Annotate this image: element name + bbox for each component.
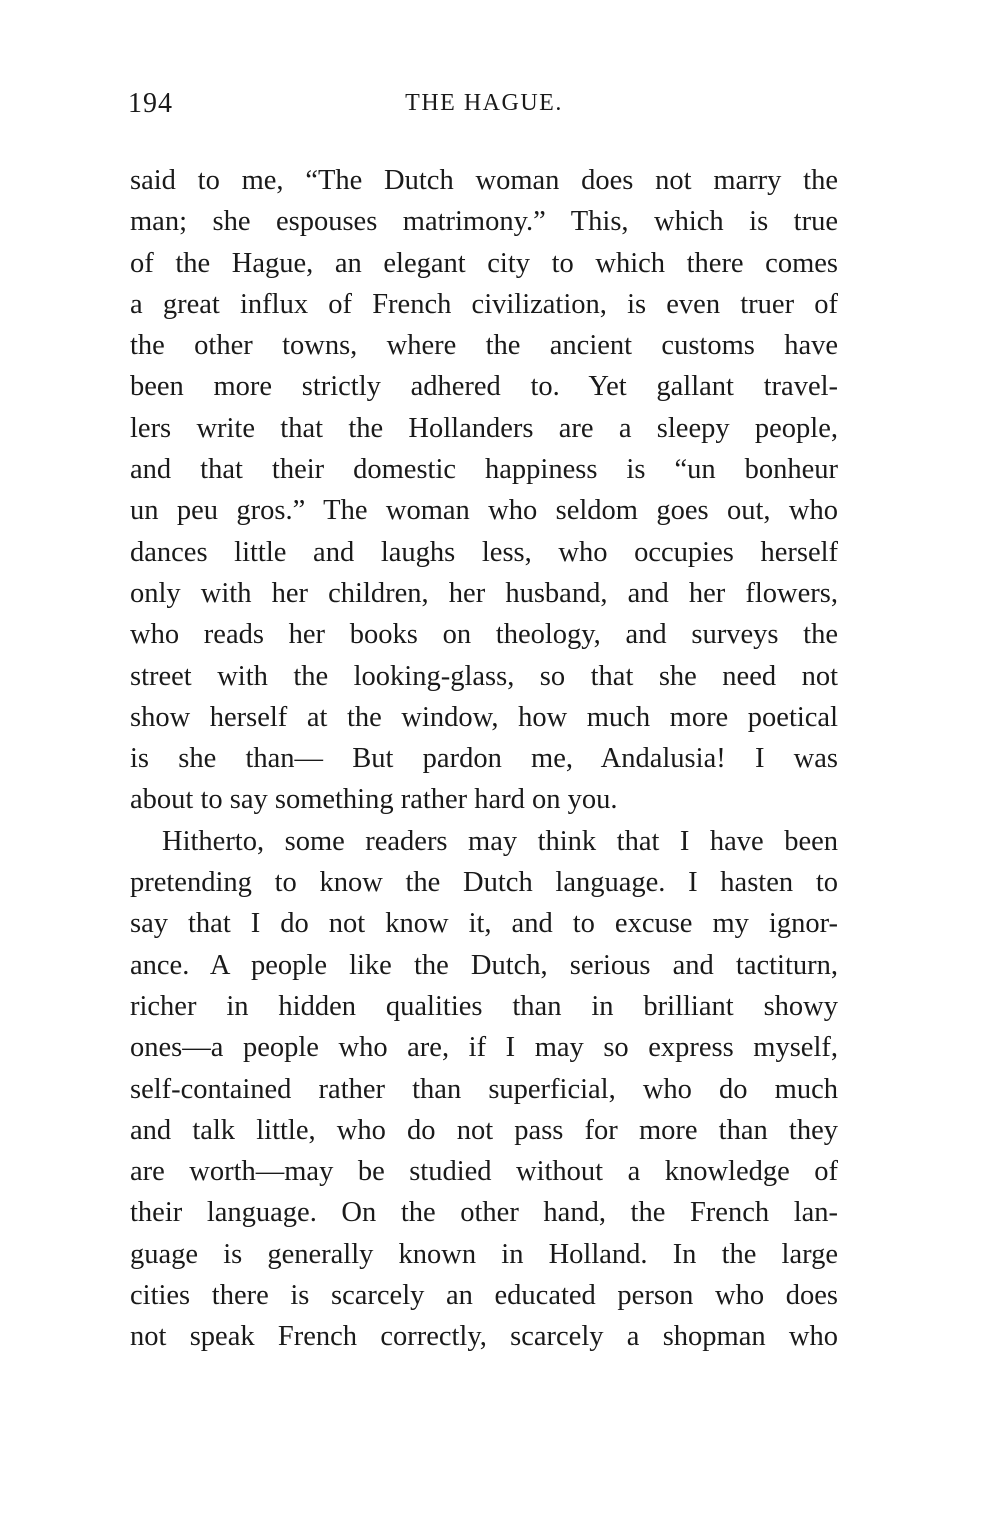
text-line: ones—a people who are, if I may so express myself, (130, 1032, 838, 1064)
text-line: dances little and laughs less, who occupies herself (130, 536, 838, 568)
page-number: 194 (128, 88, 173, 119)
text-line: and talk little, who do not pass for more than they (130, 1114, 838, 1146)
page-header (128, 88, 840, 128)
text-line: who reads her books on theology, and surveys the (130, 619, 838, 651)
text-line: lers write that the Hollanders are a sleepy people, (130, 412, 838, 444)
text-line: man; she espouses matrimony.” This, which is true (130, 206, 838, 238)
text-line: is she than— But pardon me, Andalusia! I was (130, 743, 838, 775)
text-line: not speak French correctly, scarcely a shopman who (130, 1321, 838, 1353)
text-line: cities there is scarcely an educated person who does (130, 1280, 838, 1312)
text-line: a great influx of French civilization, is even truer of (130, 288, 838, 320)
text-line: richer in hidden qualities than in brilliant showy (130, 990, 838, 1022)
text-line: Hitherto, some readers may think that I have been (162, 825, 838, 857)
text-line: ance. A people like the Dutch, serious and tactiturn, (130, 949, 838, 981)
text-line: street with the looking-glass, so that she need not (130, 660, 838, 692)
text-line: of the Hague, an elegant city to which there comes (130, 247, 838, 279)
text-line: un peu gros.” The woman who seldom goes out, who (130, 495, 838, 527)
running-head: THE HAGUE. (405, 90, 563, 116)
text-line: show herself at the window, how much more poetical (130, 701, 838, 733)
text-line: self-contained rather than superficial, who do much (130, 1073, 838, 1105)
text-line: say that I do not know it, and to excuse my ignor- (130, 908, 838, 940)
text-line: only with her children, her husband, and her flowers, (130, 577, 838, 609)
text-line: said to me, “The Dutch woman does not marry the (130, 165, 838, 196)
body-text (130, 160, 838, 1358)
paragraph-1 (130, 160, 838, 821)
text-line: guage is generally known in Holland. In the large (130, 1238, 838, 1270)
text-line: are worth—may be studied without a knowledge of (130, 1156, 838, 1188)
paragraph-2 (130, 821, 838, 1358)
text-line: the other towns, where the ancient customs have (130, 330, 838, 362)
text-line: about to say something rather hard on you. (130, 784, 618, 816)
text-line: been more strictly adhered to. Yet gallant travel- (130, 371, 838, 403)
text-line: their language. On the other hand, the French lan- (130, 1197, 838, 1229)
text-line: and that their domestic happiness is “un bonheur (130, 454, 838, 486)
text-line: pretending to know the Dutch language. I hasten to (130, 867, 838, 899)
